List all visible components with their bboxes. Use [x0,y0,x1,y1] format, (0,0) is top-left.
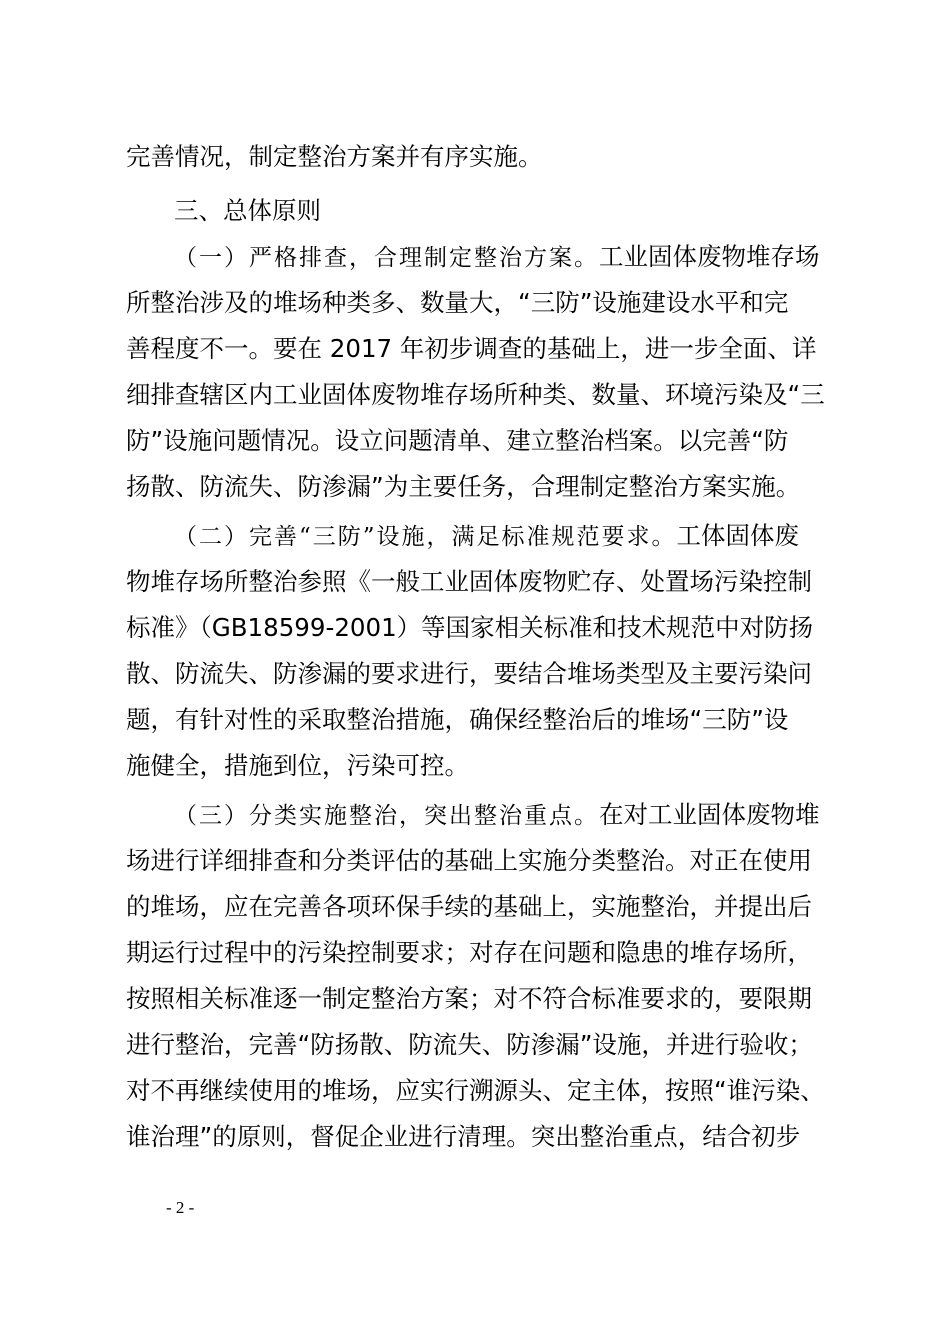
paragraph-line: 按照相关标准逐一制定整治方案；对不符合标准要求的，要限期 [126,984,812,1013]
paragraph-line: 场进行详细排查和分类评估的基础上实施分类整治。对正在使用 [126,846,812,875]
paragraph-line: 谁治理”的原则，督促企业进行清理。突出整治重点，结合初步 [126,1122,801,1151]
paragraph-line: 进行整治，完善“防扬散、防流失、防渗漏”设施，并进行验收； [126,1030,813,1059]
paragraph-line: 期运行过程中的污染控制要求；对存在问题和隐患的堆存场所， [126,938,812,967]
paragraph-line: 善程度不一。要在 2017 年初步调查的基础上，进一步全面、详 [126,334,817,363]
paragraph-line: 对不再继续使用的堆场，应实行溯源头、定主体，按照“谁污染、 [126,1076,825,1105]
paragraph-line: 施健全，措施到位，污染可控。 [126,751,469,780]
paragraph-line: 完善情况，制定整治方案并有序实施。 [126,142,543,171]
paragraph-line: 题，有针对性的采取整治措施，确保经整治后的堆场“三防”设 [126,705,789,734]
paragraph-line: 扬散、防流失、防渗漏”为主要任务，合理制定整治方案实施。 [126,472,801,501]
principle-heading: （二）完善“三防”设施，满足标准规范要求。 [174,524,677,550]
paragraph-text: 在对工业固体废物堆 [599,800,820,829]
paragraph-text: 工业固体废物堆存场 [599,242,820,271]
paragraph-text: 工体固体废 [676,521,800,550]
paragraph-line [174,793,820,837]
section-heading: 三、总体原则 [174,196,321,225]
paragraph-line: 标准》（GB18599-2001）等国家相关标准和技术规范中对防扬 [126,613,814,642]
paragraph-line: 防”设施问题情况。设立问题清单、建立整治档案。以完善“防 [126,426,789,455]
paragraph-line: 物堆存场所整治参照《一般工业固体废物贮存、处置场污染控制 [126,567,812,596]
principle-heading: （一）严格排查，合理制定整治方案。 [174,245,599,271]
paragraph-line [174,235,820,279]
principle-heading: （三）分类实施整治，突出整治重点。 [174,803,599,829]
paragraph-line [174,514,799,558]
paragraph-line: 的堆场，应在完善各项环保手续的基础上，实施整治，并提出后 [126,892,812,921]
paragraph-line: 散、防流失、防渗漏的要求进行，要结合堆场类型及主要污染问 [126,659,812,688]
page-number: - 2 - [166,1198,195,1217]
paragraph-line: 所整治涉及的堆场种类多、数量大，“三防”设施建设水平和完 [126,288,789,317]
paragraph-line: 细排查辖区内工业固体废物堆存场所种类、数量、环境污染及“三 [126,380,825,409]
